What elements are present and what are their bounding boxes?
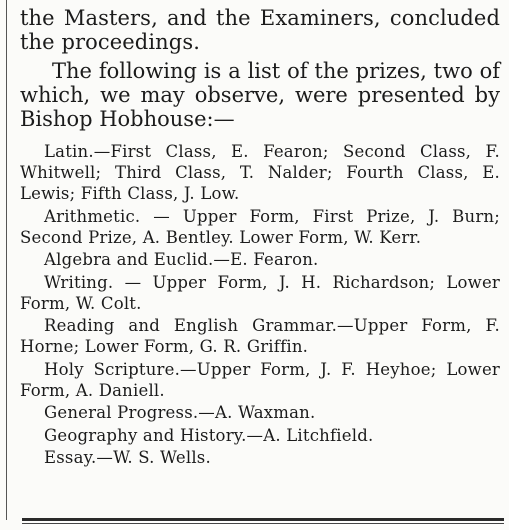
prize-entry-scripture: Holy Scripture.—Upper Form, J. F. Heyhoe; Lower Form, A. Daniell.: [20, 359, 500, 400]
prize-entry-arithmetic: Arithmetic. — Upper Form, First Prize, J. Burn; Second Prize, A. Bentley. Lower Form, W. Kerr.: [20, 206, 500, 247]
bottom-rule: [22, 518, 504, 521]
intro-paragraph: the Masters, and the Examiners, concluded the proceedings.: [20, 6, 500, 54]
bottom-rule-thin: [22, 523, 504, 524]
newspaper-column: [20, 6, 500, 470]
prize-list-intro: The following is a list of the prizes, two of which, we may observe, were presented by Bishop Hobhouse:—: [20, 59, 500, 131]
prize-entry-latin: Latin.—First Class, E. Fearon; Second Class, F. Whitwell; Third Class, T. Nalder; Fourth Class, E. Lewis; Fifth Class, J. Low.: [20, 142, 500, 203]
prize-entry-geography: Geography and History.—A. Litchfield.: [44, 425, 374, 445]
prize-entry-general-progress: General Progress.—A. Waxman.: [44, 403, 316, 422]
prize-entry-reading: Reading and English Grammar.—Upper Form, F. Horne; Lower Form, G. R. Griffin.: [20, 316, 500, 356]
prize-entry-writing: Writing. — Upper Form, J. H. Richardson; Lower Form, W. Colt.: [20, 272, 500, 313]
prize-list: [20, 141, 500, 468]
prize-entry-algebra: Algebra and Euclid.—E. Fearon.: [44, 250, 319, 269]
column-rule-left: [6, 0, 7, 520]
prize-entry-essay: Essay.—W. S. Wells.: [44, 448, 211, 467]
